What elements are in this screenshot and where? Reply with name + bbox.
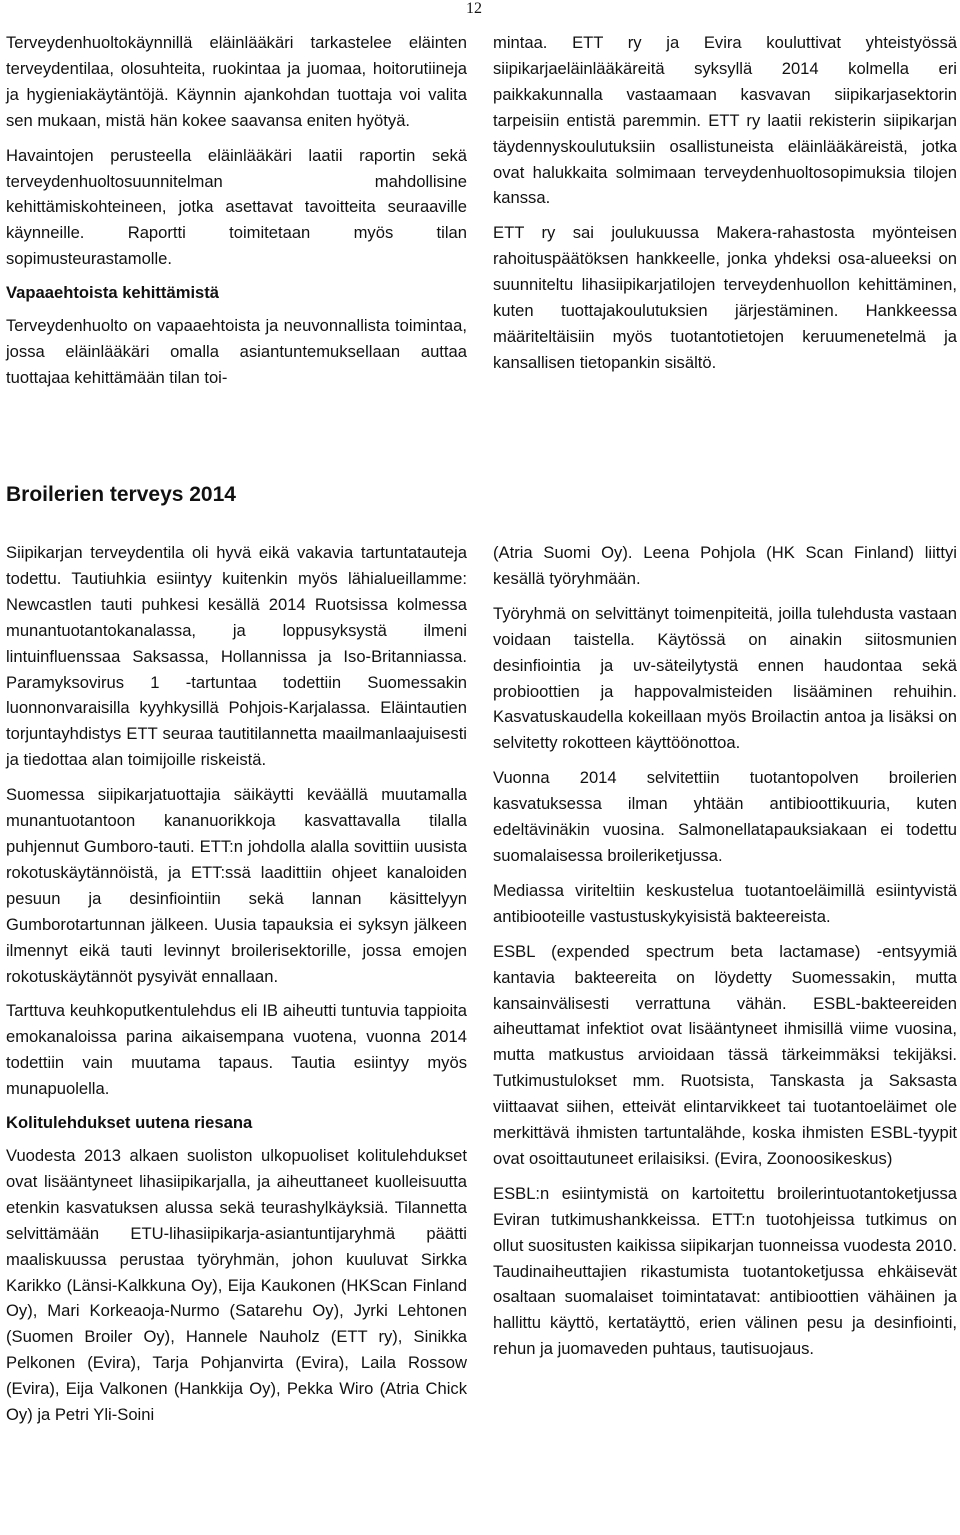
paragraph: Havaintojen perusteella eläinlääkäri laatii raportin sekä terveydenhuoltosuunnitelman mahdollisine kehittämiskohteineen, jotka asettavat tavoitteita seuraaville käynneille. Raportti toimitetaan myös tilan sopimusteurastamolle. bbox=[6, 145, 467, 269]
page-number: 12 bbox=[466, 0, 482, 17]
paragraph: Työryhmä on selvittänyt toimenpiteitä, joilla tulehdusta vastaan voidaan taistella. Käytössä on ainakin siitosmunien desinfiointia ja uv-säteilytystä ennen haudontaa sekä probioottien ja happovalmisteiden lisääminen rehuihin. Kasvatuskaudella kokeillaan myös Broilactin antoa ja lisäksi on selvitetty rokotteen käyttöönottoa. bbox=[493, 603, 957, 753]
section-left-column bbox=[6, 540, 467, 1437]
paragraph: ESBL (expended spectrum beta lactamase) -entsyymiä kantavia bakteereita on löydetty Suomessakin, mutta kansainvälisesti verrattuna vähän. ESBL-bakteereiden aiheuttamat infektiot ovat lisääntyneet ihmisillä viime vuosina, mutta matkustus arvioidaan tässä tärkeimmäksi tekijäksi. Tutkimustulokset mm. Ruotsista, Tanskasta ja Saksasta viittaavat siihen, etteivät elintarvikkeet tai tuotantoeläimet ole merkittävä ihmisten tartuntalähde, koska ihmisten ESBL-tyypit ovat osoittautuneet erilaisiksi. (Evira, Zoonoosikeskus) bbox=[493, 941, 957, 1168]
intro-right-column bbox=[493, 30, 957, 385]
paragraph: Vuodesta 2013 alkaen suoliston ulkopuoliset kolitulehdukset ovat lisääntyneet lihasiipikarjalla, ja aiheuttaneet kuolleisuutta etenkin kasvatuksen alussa sekä teurashylkäyksiä. Tilannetta selvittämään ETU-lihasiipikarja-asiantuntijaryhmä päätti maaliskuussa perustaa työryhmän, johon kuuluvat Sirkka Karikko (Länsi-Kalkkuna Oy), Eija Kaukonen (HKScan Finland Oy), Mari Korkeaoja-Nurmo (Satarehu Oy), Jyrki Lehtonen (Suomen Broiler Oy), Hannele Nauholz (ETT ry), Sinikka Pelkonen (Evira), Tarja Pohjanvirta (Evira), Laila Rossow (Evira), Eija Valkonen (Hankkija Oy), Pekka Wiro (Atria Chick Oy) ja Petri Yli-Soini bbox=[6, 1146, 467, 1425]
paragraph: Siipikarjan terveydentila oli hyvä eikä vakavia tartuntatauteja todettu. Tautiuhkia esiintyy kuitenkin myös lähialueillamme: Newcastlen tauti puhkesi kesällä 2014 Ruotsissa kolmessa munantuotantokanalassa, ja loppusyksystä ilmeni lintuinfluenssaa Saksassa, Hollannissa ja Iso-Britanniassa. Paramyksovirus 1 -tartuntaa todettiin Suomessakin luonnonvaraisilla kyyhkysillä Pohjois-Karjalassa. Eläintautien torjuntayhdistys ETT seuraa tautitilannetta maailmanlaajuisesti ja tiedottaa alan toimijoille riskeistä. bbox=[6, 543, 467, 770]
paragraph: (Atria Suomi Oy). Leena Pohjola (HK Scan Finland) liittyi kesällä työryhmään. bbox=[493, 543, 957, 588]
subheading: Vapaaehtoista kehittämistä bbox=[6, 283, 220, 303]
paragraph: mintaa. ETT ry ja Evira kouluttivat yhteistyössä siipikarjaeläinlääkäreitä syksyllä 2014 kolmella eri paikkakunnalla vastaamaan kasvavan siipikarjasektorin tarpeisiin entistä paremmin. ETT ry laatii rekisterin siipikarjan täydennyskoulutuksiin osallistuneista eläinlääkäreistä, jotka ovat halukkaita solmimaan terveydenhuoltosopimuksia tilojen kanssa. bbox=[493, 33, 957, 208]
paragraph: Terveydenhuolto on vapaaehtoista ja neuvonnallista toimintaa, jossa eläinlääkäri omalla asiantuntemuksellaan auttaa tuottajaa kehittämään tilan toi- bbox=[6, 316, 467, 387]
paragraph: Terveydenhuoltokäynnillä eläinlääkäri tarkastelee eläinten terveydentilaa, olosuhteita, ruokintaa ja juomaa, hoitorutiineja ja hygieniakäytäntöjä. Käynnin ajankohdan tuottaja voi valita sen mukaan, mistä hän kokee saavansa eniten hyötyä. bbox=[6, 33, 467, 130]
paragraph: ETT ry sai joulukuussa Makera-rahastosta myönteisen rahoituspäätöksen hankkeelle, jonka yhdeksi osa-alueeksi on suunniteltu lihasiipikarjatilojen terveydenhuollon kehittäminen, kuten tuottajakoulutuksien järjestäminen. Hankkeessa määriteltäisiin myös tuotantotietojen keruumenetelmä ja kansallisen tietopankin sisältö. bbox=[493, 223, 957, 372]
paragraph: Suomessa siipikarjatuottajia säikäytti keväällä muutamalla munantuotantoon kananuorikkoja kasvattavalla tilalla puhjennut Gumboro-tauti. ETT:n johdolla alalla sovittiin uusista rokotuskäytännöistä, ja ETT:ssä laadittiin ohjeet kanaloiden pesuun ja desinfiointiin sekä lannan käsittelyyn Gumborotartunnan jälkeen. Uusia tapauksia ei syksyn jälkeen ilmennyt eikä tauti levinnyt broilerisektorille, jossa emojen rokotuskäytännöt pysyivät ennallaan. bbox=[6, 785, 467, 986]
paragraph: Vuonna 2014 selvitettiin tuotantopolven broilerien kasvatuksessa ilman yhtään antibioottikuuria, kuten edeltävinäkin vuosina. Salmonellatapauksiakaan ei todettu suomalaisessa broileriketjussa. bbox=[493, 768, 957, 865]
paragraph: Mediassa viriteltiin keskustelua tuotantoeläimillä esiintyvistä antibiooteille vastustuskykyisistä bakteereista. bbox=[493, 880, 957, 926]
subheading: Kolitulehdukset uutena riesana bbox=[6, 1113, 253, 1133]
section-right-column bbox=[493, 540, 957, 1371]
intro-left-column bbox=[6, 30, 467, 400]
paragraph: ESBL:n esiintymistä on kartoitettu broilerintuotantoketjussa Eviran tutkimushankkeissa. ETT:n tuotohjeissa tutkimus on ollut suositusten kaikissa siipikarjan tuonneissa vuodesta 2010. Taudinaiheuttajien rikastumista tuotantoketjussa ehkäisevät osaltaan suomalaiset toimintatavat: antibioottien vähäinen ja hallittu käyttö, kertatäyttö, erien välinen pesu ja desinfiointi, rehun ja juomaveden puhtaus, tautisuojaus. bbox=[493, 1183, 957, 1359]
section-title: Broilerien terveys 2014 bbox=[6, 483, 236, 506]
paragraph: Tarttuva keuhkoputkentulehdus eli IB aiheutti tuntuvia tappioita emokanaloissa parina aikaisempana vuotena, vuonna 2014 todettiin vain muutama tapaus. Tautia esiintyy myös munapuolella. bbox=[6, 1001, 467, 1099]
